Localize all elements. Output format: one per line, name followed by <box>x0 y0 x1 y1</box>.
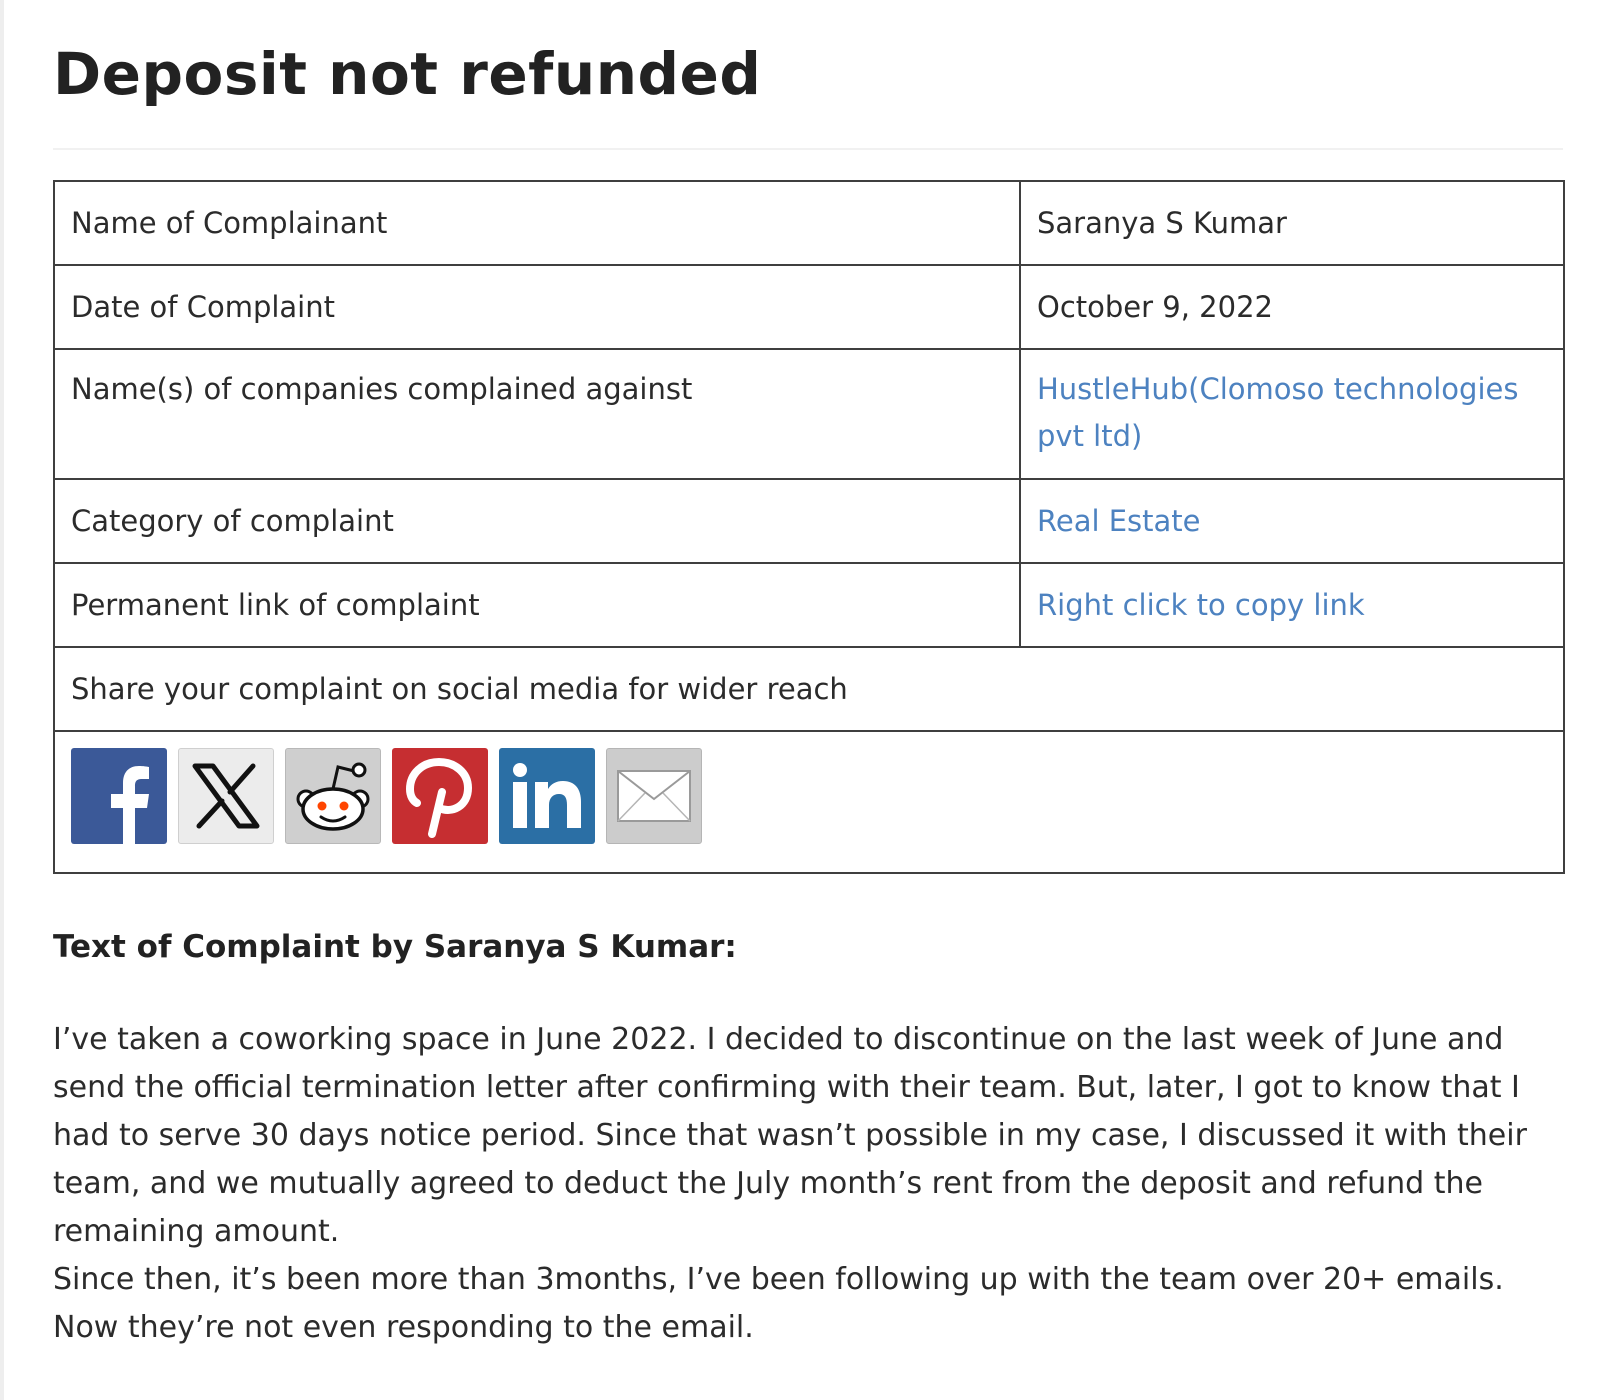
email-icon <box>607 749 701 843</box>
complainant-name-label: Name of Complainant <box>54 181 1020 265</box>
category-link[interactable]: Real Estate <box>1037 504 1201 538</box>
share-buttons <box>71 748 1547 844</box>
facebook-icon <box>71 748 167 844</box>
complaint-date-value: October 9, 2022 <box>1020 265 1564 349</box>
category-cell <box>1020 479 1564 563</box>
complaint-paragraph: I’ve taken a coworking space in June 2022. I decided to discontinue on the last week of June and send the official termination letter after confirming with their team. But, later, I got to know that I had to serve 30 days notice period. Since that wasn’t possible in my case, I discussed it with their team, and we mutually agreed to deduct the July month’s rent from the deposit and refund the remaining amount. <box>53 1022 1527 1249</box>
company-link[interactable]: HustleHub(Clomoso technologies pvt ltd) <box>1037 372 1519 453</box>
table-row <box>54 563 1564 647</box>
complaint-details-table <box>53 180 1565 874</box>
complaint-article <box>53 0 1563 1352</box>
reddit-share-button[interactable] <box>285 748 381 844</box>
pinterest-icon <box>392 748 488 844</box>
table-row <box>54 265 1564 349</box>
permalink-link[interactable]: Right click to copy link <box>1037 588 1365 622</box>
share-prompt: Share your complaint on social media for wider reach <box>54 647 1564 731</box>
category-label: Category of complaint <box>54 479 1020 563</box>
x-share-button[interactable] <box>178 748 274 844</box>
permalink-cell <box>1020 563 1564 647</box>
pinterest-share-button[interactable] <box>392 748 488 844</box>
complaint-paragraph: Since then, it’s been more than 3months, I’ve been following up with the team over 20+ emails. Now they’re not even responding to the email. <box>53 1262 1504 1345</box>
complaint-date-label: Date of Complaint <box>54 265 1020 349</box>
complainant-name-value: Saranya S Kumar <box>1020 181 1564 265</box>
linkedin-share-button[interactable] <box>499 748 595 844</box>
facebook-share-button[interactable] <box>71 748 167 844</box>
email-share-button[interactable] <box>606 748 702 844</box>
share-buttons-cell <box>54 731 1564 873</box>
reddit-icon <box>286 749 380 843</box>
companies-label: Name(s) of companies complained against <box>54 349 1020 479</box>
page-left-edge <box>0 0 4 1400</box>
linkedin-icon <box>499 748 595 844</box>
companies-cell <box>1020 349 1564 479</box>
table-row <box>54 349 1564 479</box>
table-row <box>54 731 1564 873</box>
permalink-label: Permanent link of complaint <box>54 563 1020 647</box>
x-icon <box>179 749 273 843</box>
complaint-body <box>53 1016 1563 1352</box>
table-row <box>54 181 1564 265</box>
complaint-text-heading: Text of Complaint by Saranya S Kumar: <box>53 929 737 965</box>
table-row <box>54 479 1564 563</box>
table-row <box>54 647 1564 731</box>
page-title: Deposit not refunded <box>53 0 1563 150</box>
